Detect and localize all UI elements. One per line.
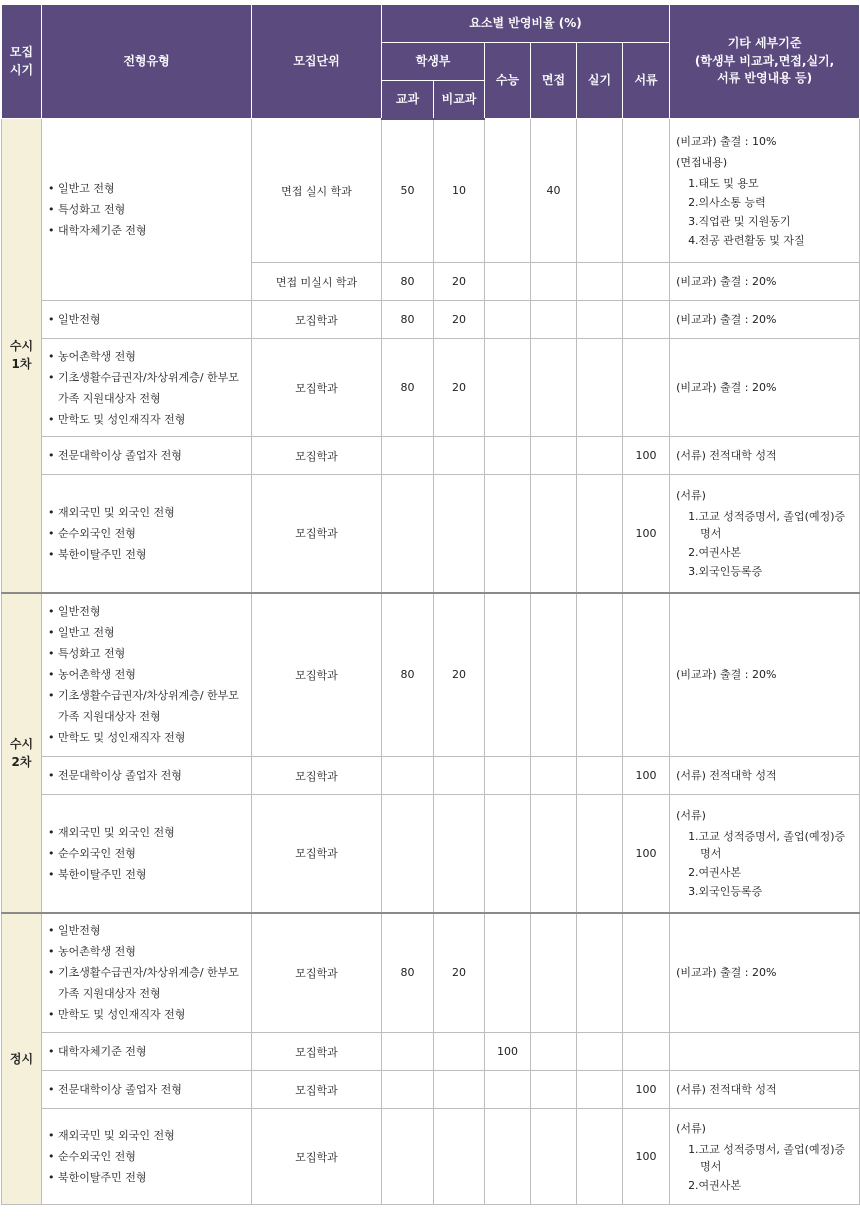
ratio-interview-cell bbox=[531, 301, 577, 339]
note-line: (서류) 전적대학 성적 bbox=[676, 449, 777, 462]
note-item: 2.여권사본 bbox=[688, 1178, 742, 1192]
ratio-practical-cell bbox=[577, 475, 623, 593]
note-line: (비교과) 출결 : 20% bbox=[676, 275, 777, 288]
ratio-documents-cell: 100 bbox=[623, 795, 670, 913]
ratio-bigyogwa-cell bbox=[434, 1071, 485, 1109]
other-criteria-cell bbox=[670, 1033, 860, 1071]
table-row bbox=[2, 1033, 860, 1071]
admission-types-cell bbox=[42, 437, 252, 475]
ratio-bigyogwa-cell: 20 bbox=[434, 301, 485, 339]
header-interview: 면접 bbox=[531, 43, 577, 119]
admission-type-item: • 농어촌학생 전형 bbox=[48, 941, 247, 962]
ratio-documents-cell bbox=[623, 339, 670, 437]
ratio-practical-cell bbox=[577, 1033, 623, 1071]
admission-type-item: • 재외국민 및 외국인 전형 bbox=[48, 502, 247, 523]
period-susi1 bbox=[2, 119, 42, 593]
ratio-bigyogwa-cell: 20 bbox=[434, 263, 485, 301]
other-criteria-cell bbox=[670, 437, 860, 475]
recruit-unit-cell: 모집학과 bbox=[252, 757, 382, 795]
ratio-gyogwa-cell bbox=[382, 475, 434, 593]
admission-type-item: • 순수외국인 전형 bbox=[48, 843, 247, 864]
ratio-suneung-cell bbox=[485, 757, 531, 795]
admission-types-cell bbox=[42, 475, 252, 593]
ratio-suneung-cell bbox=[485, 339, 531, 437]
other-criteria-cell bbox=[670, 913, 860, 1033]
header-period bbox=[2, 5, 42, 119]
admission-criteria-table bbox=[1, 4, 860, 1205]
other-criteria-cell bbox=[670, 301, 860, 339]
ratio-gyogwa-cell bbox=[382, 1033, 434, 1071]
ratio-bigyogwa-cell bbox=[434, 1033, 485, 1071]
ratio-gyogwa-cell bbox=[382, 1109, 434, 1205]
ratio-interview-cell bbox=[531, 437, 577, 475]
ratio-practical-cell bbox=[577, 119, 623, 263]
recruit-unit-cell: 모집학과 bbox=[252, 437, 382, 475]
table-row bbox=[2, 119, 860, 263]
ratio-suneung-cell: 100 bbox=[485, 1033, 531, 1071]
ratio-gyogwa-cell bbox=[382, 757, 434, 795]
admission-type-item: • 일반전형 bbox=[48, 920, 247, 941]
admission-type-item: • 재외국민 및 외국인 전형 bbox=[48, 822, 247, 843]
note-line: (면접내용) bbox=[676, 155, 728, 169]
header-suneung: 수능 bbox=[485, 43, 531, 119]
admission-type-item: • 전문대학이상 졸업자 전형 bbox=[48, 445, 247, 466]
ratio-documents-cell bbox=[623, 301, 670, 339]
ratio-gyogwa-cell bbox=[382, 795, 434, 913]
note-item: 1.고교 성적증명서, 졸업(예정)증명서 bbox=[688, 509, 846, 540]
admission-types-cell bbox=[42, 119, 252, 301]
period-label: 정시 bbox=[9, 1051, 34, 1066]
admission-types-cell bbox=[42, 1033, 252, 1071]
ratio-bigyogwa-cell: 20 bbox=[434, 339, 485, 437]
ratio-documents-cell: 100 bbox=[623, 757, 670, 795]
note-item: 2.의사소통 능력 bbox=[688, 195, 766, 209]
ratio-practical-cell bbox=[577, 593, 623, 757]
period-label: 수시 2차 bbox=[9, 736, 34, 769]
header-other bbox=[670, 5, 860, 119]
admission-type-item: • 재외국민 및 외국인 전형 bbox=[48, 1125, 247, 1146]
note-item: 1.고교 성적증명서, 졸업(예정)증명서 bbox=[688, 1142, 846, 1173]
ratio-bigyogwa-cell: 10 bbox=[434, 119, 485, 263]
ratio-bigyogwa-cell: 20 bbox=[434, 913, 485, 1033]
header-gyogwa: 교과 bbox=[382, 81, 434, 119]
table-row bbox=[2, 1109, 860, 1205]
admission-type-item: • 전문대학이상 졸업자 전형 bbox=[48, 1079, 247, 1100]
ratio-documents-cell bbox=[623, 913, 670, 1033]
ratio-documents-cell bbox=[623, 593, 670, 757]
note-line: (서류) 전적대학 성적 bbox=[676, 769, 777, 782]
ratio-bigyogwa-cell: 20 bbox=[434, 593, 485, 757]
table-row bbox=[2, 1071, 860, 1109]
admission-type-item: • 북한이탈주민 전형 bbox=[48, 1167, 247, 1188]
table-row bbox=[2, 339, 860, 437]
ratio-documents-cell bbox=[623, 119, 670, 263]
note-item: 3.직업관 및 지원동기 bbox=[688, 214, 791, 228]
recruit-unit-cell: 모집학과 bbox=[252, 339, 382, 437]
recruit-unit-cell: 모집학과 bbox=[252, 1109, 382, 1205]
ratio-interview-cell bbox=[531, 1071, 577, 1109]
ratio-practical-cell bbox=[577, 263, 623, 301]
ratio-gyogwa-cell: 50 bbox=[382, 119, 434, 263]
other-criteria-cell bbox=[670, 119, 860, 263]
other-criteria-cell bbox=[670, 339, 860, 437]
note-line: (서류) 전적대학 성적 bbox=[676, 1083, 777, 1096]
other-criteria-cell bbox=[670, 757, 860, 795]
header-type: 전형유형 bbox=[42, 5, 252, 119]
note-line: (서류) bbox=[676, 808, 706, 822]
admission-types-cell bbox=[42, 301, 252, 339]
ratio-suneung-cell bbox=[485, 475, 531, 593]
header-period-text: 모집 시기 bbox=[9, 45, 34, 77]
recruit-unit-cell: 모집학과 bbox=[252, 1071, 382, 1109]
ratio-practical-cell bbox=[577, 437, 623, 475]
ratio-interview-cell bbox=[531, 1109, 577, 1205]
ratio-interview-cell bbox=[531, 593, 577, 757]
ratio-documents-cell: 100 bbox=[623, 475, 670, 593]
ratio-gyogwa-cell: 80 bbox=[382, 301, 434, 339]
ratio-documents-cell: 100 bbox=[623, 1071, 670, 1109]
admission-type-item: • 기초생활수급권자/차상위계층/ 한부모가족 지원대상자 전형 bbox=[48, 962, 247, 1004]
admission-type-item: • 만학도 및 성인재직자 전형 bbox=[48, 1004, 247, 1025]
recruit-unit-cell: 모집학과 bbox=[252, 1033, 382, 1071]
table-row bbox=[2, 475, 860, 593]
admission-types-cell bbox=[42, 795, 252, 913]
header-unit: 모집단위 bbox=[252, 5, 382, 119]
ratio-documents-cell bbox=[623, 1033, 670, 1071]
other-criteria-cell bbox=[670, 593, 860, 757]
recruit-unit-cell: 모집학과 bbox=[252, 913, 382, 1033]
ratio-bigyogwa-cell bbox=[434, 757, 485, 795]
recruit-unit-cell: 모집학과 bbox=[252, 593, 382, 757]
header-bigyogwa: 비교과 bbox=[434, 81, 485, 119]
header-other-text: 기타 세부기준 (학생부 비교과,면접,실기, 서류 반영내용 등) bbox=[694, 36, 835, 86]
ratio-suneung-cell bbox=[485, 593, 531, 757]
ratio-bigyogwa-cell bbox=[434, 475, 485, 593]
admission-type-item: • 만학도 및 성인재직자 전형 bbox=[48, 727, 247, 748]
ratio-gyogwa-cell: 80 bbox=[382, 593, 434, 757]
ratio-interview-cell bbox=[531, 757, 577, 795]
recruit-unit-cell: 모집학과 bbox=[252, 301, 382, 339]
ratio-practical-cell bbox=[577, 1071, 623, 1109]
admission-type-item: • 일반고 전형 bbox=[48, 622, 247, 643]
ratio-interview-cell bbox=[531, 913, 577, 1033]
recruit-unit-cell: 면접 실시 학과 bbox=[252, 119, 382, 263]
header-documents: 서류 bbox=[623, 43, 670, 119]
note-line: (서류) bbox=[676, 1121, 706, 1135]
ratio-interview-cell bbox=[531, 1033, 577, 1071]
ratio-practical-cell bbox=[577, 1109, 623, 1205]
admission-types-cell bbox=[42, 593, 252, 757]
admission-type-item: • 순수외국인 전형 bbox=[48, 1146, 247, 1167]
admission-type-item: • 북한이탈주민 전형 bbox=[48, 544, 247, 565]
ratio-gyogwa-cell: 80 bbox=[382, 913, 434, 1033]
note-item: 3.외국인등록증 bbox=[688, 884, 763, 898]
ratio-bigyogwa-cell bbox=[434, 795, 485, 913]
header-practical: 실기 bbox=[577, 43, 623, 119]
ratio-interview-cell bbox=[531, 475, 577, 593]
ratio-gyogwa-cell: 80 bbox=[382, 263, 434, 301]
note-item: 2.여권사본 bbox=[688, 865, 742, 879]
recruit-unit-cell: 면접 미실시 학과 bbox=[252, 263, 382, 301]
note-line: (비교과) 출결 : 10% bbox=[676, 134, 777, 148]
admission-type-item: • 대학자체기준 전형 bbox=[48, 220, 247, 241]
ratio-interview-cell bbox=[531, 339, 577, 437]
ratio-documents-cell: 100 bbox=[623, 437, 670, 475]
ratio-interview-cell bbox=[531, 795, 577, 913]
ratio-suneung-cell bbox=[485, 437, 531, 475]
other-criteria-cell bbox=[670, 1109, 860, 1205]
admission-types-cell bbox=[42, 1071, 252, 1109]
ratio-practical-cell bbox=[577, 301, 623, 339]
note-item: 3.외국인등록증 bbox=[688, 564, 763, 578]
ratio-suneung-cell bbox=[485, 263, 531, 301]
note-line: (비교과) 출결 : 20% bbox=[676, 668, 777, 682]
admission-type-item: • 농어촌학생 전형 bbox=[48, 664, 247, 685]
admission-type-item: • 순수외국인 전형 bbox=[48, 523, 247, 544]
header-student-record: 학생부 bbox=[382, 43, 485, 81]
table-row bbox=[2, 757, 860, 795]
admission-types-cell bbox=[42, 913, 252, 1033]
admission-types-cell bbox=[42, 757, 252, 795]
ratio-bigyogwa-cell bbox=[434, 437, 485, 475]
ratio-suneung-cell bbox=[485, 1109, 531, 1205]
admission-type-item: • 기초생활수급권자/차상위계층/ 한부모가족 지원대상자 전형 bbox=[48, 367, 247, 409]
admission-type-item: • 일반전형 bbox=[48, 309, 247, 330]
note-item: 2.여권사본 bbox=[688, 545, 742, 559]
other-criteria-cell bbox=[670, 263, 860, 301]
ratio-practical-cell bbox=[577, 913, 623, 1033]
header-ratio: 요소별 반영비율 (%) bbox=[382, 5, 670, 43]
admission-types-cell bbox=[42, 1109, 252, 1205]
ratio-bigyogwa-cell bbox=[434, 1109, 485, 1205]
table-row bbox=[2, 437, 860, 475]
other-criteria-cell bbox=[670, 795, 860, 913]
table-row bbox=[2, 913, 860, 1033]
ratio-documents-cell: 100 bbox=[623, 1109, 670, 1205]
ratio-documents-cell bbox=[623, 263, 670, 301]
admission-type-item: • 만학도 및 성인재직자 전형 bbox=[48, 409, 247, 430]
table-row bbox=[2, 795, 860, 913]
recruit-unit-cell: 모집학과 bbox=[252, 475, 382, 593]
admission-types-cell bbox=[42, 339, 252, 437]
admission-type-item: • 일반전형 bbox=[48, 601, 247, 622]
admission-type-item: • 특성화고 전형 bbox=[48, 199, 247, 220]
note-line: (서류) bbox=[676, 488, 706, 502]
ratio-suneung-cell bbox=[485, 119, 531, 263]
admission-type-item: • 일반고 전형 bbox=[48, 178, 247, 199]
admission-type-item: • 대학자체기준 전형 bbox=[48, 1041, 247, 1062]
note-line: (비교과) 출결 : 20% bbox=[676, 966, 777, 980]
note-line: (비교과) 출결 : 20% bbox=[676, 313, 777, 326]
ratio-gyogwa-cell bbox=[382, 437, 434, 475]
ratio-suneung-cell bbox=[485, 795, 531, 913]
other-criteria-cell bbox=[670, 1071, 860, 1109]
period-label: 수시 1차 bbox=[9, 339, 34, 372]
other-criteria-cell bbox=[670, 475, 860, 593]
ratio-gyogwa-cell bbox=[382, 1071, 434, 1109]
note-item: 1.고교 성적증명서, 졸업(예정)증명서 bbox=[688, 829, 846, 860]
ratio-interview-cell: 40 bbox=[531, 119, 577, 263]
admission-type-item: • 전문대학이상 졸업자 전형 bbox=[48, 765, 247, 786]
ratio-practical-cell bbox=[577, 795, 623, 913]
ratio-practical-cell bbox=[577, 339, 623, 437]
ratio-gyogwa-cell: 80 bbox=[382, 339, 434, 437]
ratio-suneung-cell bbox=[485, 301, 531, 339]
period-jeongsi bbox=[2, 913, 42, 1205]
recruit-unit-cell: 모집학과 bbox=[252, 795, 382, 913]
note-item: 4.전공 관련활동 및 자질 bbox=[688, 233, 805, 247]
admission-type-item: • 북한이탈주민 전형 bbox=[48, 864, 247, 885]
admission-type-item: • 특성화고 전형 bbox=[48, 643, 247, 664]
note-line: (비교과) 출결 : 20% bbox=[676, 381, 777, 394]
table-body bbox=[2, 119, 860, 1205]
period-susi2 bbox=[2, 593, 42, 913]
ratio-suneung-cell bbox=[485, 913, 531, 1033]
table-row bbox=[2, 593, 860, 757]
note-item: 1.태도 및 용모 bbox=[688, 176, 759, 190]
ratio-practical-cell bbox=[577, 757, 623, 795]
ratio-interview-cell bbox=[531, 263, 577, 301]
ratio-suneung-cell bbox=[485, 1071, 531, 1109]
table-row bbox=[2, 301, 860, 339]
admission-type-item: • 농어촌학생 전형 bbox=[48, 346, 247, 367]
admission-type-item: • 기초생활수급권자/차상위계층/ 한부모가족 지원대상자 전형 bbox=[48, 685, 247, 727]
